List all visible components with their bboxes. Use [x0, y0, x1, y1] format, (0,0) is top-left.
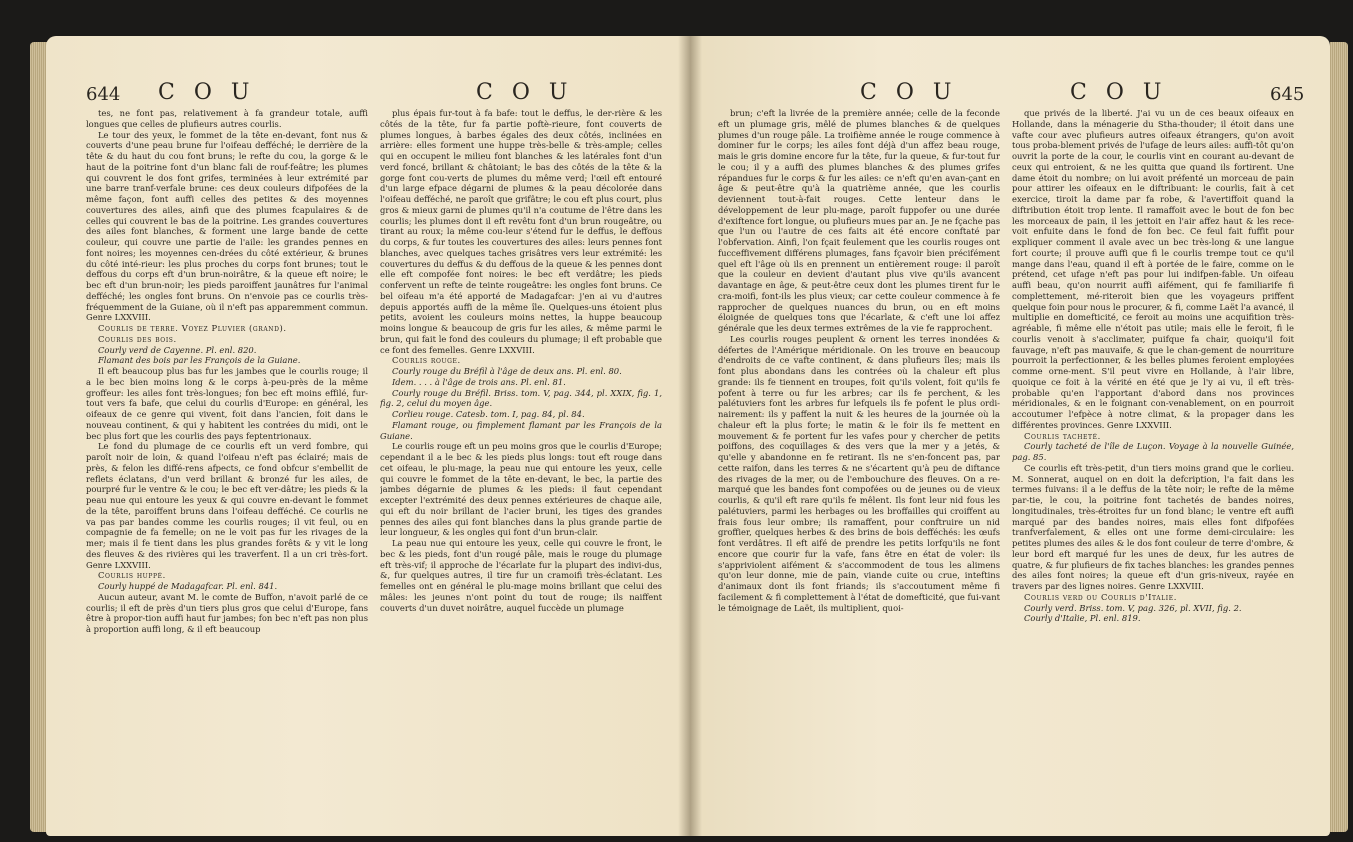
right-running-head	[690, 80, 1330, 106]
page-number: 644	[86, 84, 121, 105]
paragraph: tes, ne font pas, relativement à fa grandeur totale, auffi longues que celles de plufieurs autres courlis.	[86, 108, 368, 129]
entry-heading: Courlis des bois.	[98, 333, 177, 344]
entry-heading: Courlis huppé.	[98, 570, 166, 581]
citation-line: Courly tacheté de l'île de Luçon. Voyage à la nouvelle Guinée, pag. 85.	[1012, 441, 1294, 462]
paragraph: Le fond du plumage de ce courlis eft un verd fombre, qui paroît noir de loin, & quand l'oifeau n'eft pas éclairé; mais de près, & felon les diffé-rens afpects, ce fond obfcur s'embellit de reflets éclatans, d'un verd brillant & bronzé fur les ailes, de pourpré fur le ventre & le cou; le bec eft ver-dâtre; les pieds & la peau nue qui entoure les yeux & qui couvre en-devant le fommet de la tête, paroiffent bruns dans l'oifeau defféché. Ce courlis ne va pas par bandes comme les courlis rouges; il vit feul, ou en compagnie de fa femelle; on ne le voit pas fur les rivages de la mer; mais il fe tient dans les plus grandes forêts & y vit le long des fleuves & des rivières qui les traverfent. Il a un cri très-fort. Genre LXXVIII.	[86, 441, 368, 570]
citation-line: Courly d'Italie, Pl. enl. 819.	[1024, 613, 1141, 624]
paragraph: que privés de la liberté. J'ai vu un de ces beaux oifeaux en Hollande, dans la ménagerie du Stha-thouder; il étoit dans une vafte cour avec plufieurs autres oifeaux étrangers, qu'on avoit tous proba-blement privés de l'ufage de leurs ailes: auffi-tôt qu'on ouvrit la porte de la cour, le courlis vint en courant au-devant de ceux qui entroient, & ne les quitta que quand ils fortirent. Une dame étoit du nombre; on lui avoit préfenté un morceau de pain pour attirer les oifeaux en le diftribuant: le courlis, fait à cet exercice, tiroit la dame par fa robe, & l'avertiffoit quand la diftribution étoit trop lente. Il ramaffoit avec le bout de fon bec les morceaux de pain, il les jettoit en l'air affez haut & les rece-voit enfuite dans le fond de fon bec. Ce feul fait fuffit pour expliquer comment il avale avec un bec très-long & une langue fort courte; il prouve auffi que fi le courlis trempe tout ce qu'il mange dans l'eau, quand il eft à portée de le faire, comme on le prétend, cet ufage n'eft pas pour lui indifpen-fable. Un oifeau auffi beau, qu'on nourrit auffi aifément, qui fe familiarife fi complettement, mé-riteroit bien que les voyageurs priffent quelque foin pour nous le procurer, & fi, comme Laët l'a avancé, il multiplie en domefticité, ce feroit au moins une acquifition très-agréable, fi même elle n'étoit pas utile; mais elle le feroit, fi le courlis venoit à s'acclimater, puifque fa chair, quoiqu'il foit fauvage, n'eft pas mauvaife, & que le chan-gement de nourriture pourroit la perfectionner, & les belles plumes feroient employées comme orne-ment. S'il peut vivre en Hollande, à l'air libre, quoique ce foit à la vérité en été que je l'y ai vu, il eft très-probable qu'en l'apportant d'abord dans nos provinces méridionales, & en le foignant con-venablement, on en pourroit accoutumer l'efpèce à notre climat, & la propager dans les différentes provinces. Genre LXXVIII.	[1012, 108, 1294, 430]
paragraph: Le tour des yeux, le fommet de la tête en-devant, font nus & couverts d'une peau brune fur l'oifeau defféché; le derrière de la tête & du haut du cou font bruns; le refte du cou, la gorge & le haut de la poitrine font d'un blanc fali de rouf-feâtre; les plumes qui couvrent le dos font grifes, terminées à leur extrémité par une barre tranf-verfale brune: ces deux couleurs difpofées de la même façon, font auffi celles des petites & des moyennes couvertures des ailes, ainfi que des plumes fcapulaires & de celles qui couvrent le bas de la poitrine. Les grandes couvertures des ailes font blanches, & forment une large bande de cette couleur, qui couvre une partie de l'aile: les grandes pennes en font noires; les moyennes cen-drées du côté extérieur, & brunes du côté inté-rieur: les plus proches du corps font brunes; tout le deffous du corps eft d'un brun-noirâtre, & la queue eft noire; le bec eft d'un brun-noir; les pieds paroiffent jaunâtres fur l'animal defféché; les ongles font bruns. On n'envoie pas ce courlis très-fréquemment de la Guiane, où il n'eft pas apparemment commun. Genre LXXVIII.	[86, 129, 368, 323]
text-column	[718, 108, 1000, 828]
paragraph: plus épais fur-tout à fa bafe: tout le deffus, le der-rière & les côtés de la tête, fur fa partie poftè-rieure, font couverts de plumes longues, à barbes égales des deux côtés, inclinées en arrière: elles forment une huppe très-belle & très-ample; celles qui en occupent le milieu font blanches & les latérales font d'un verd foncé, brillant & châtoiant; le bas des côtés de la tête & la gorge font cou-verts de plumes du même verd; l'œil eft entouré d'un large efpace dégarni de plumes & la peau décolorée dans l'oifeau defféché, ne paroît que grifâtre; le cou eft plus court, plus gros & mieux garni de plumes qu'il n'a coutume de l'être dans les courlis; les plumes dont il eft revêtu font d'un brun rougeâtre, ou tirant au roux; la même cou-leur s'étend fur le deffus, le deffous du corps, & fur toutes les couvertures des ailes: leurs pennes font blanches, avec quelques taches grisâtres vers leur extrémité: les couvertures du deffus & du deffous de la queue & les pennes dont elle eft compofée font noires: le bec eft verdâtre; les pieds confervent un refte de teinte rougeâtre: les ongles font bruns. Ce bel oifeau m'a été apporté de Madagafcar: j'en ai vu d'autres depuis apportés auffi de la même île. Quelques-uns étoient plus petits, avoient les couleurs moins nettes, la huppe beaucoup moins longue & beaucoup de gris fur les ailes, & même parmi le brun, qui fait le fond des couleurs du plumage; il eft probable que ce font des femelles. Genre LXXVIII.	[380, 108, 662, 355]
running-head-word: C O U	[476, 80, 574, 105]
running-head-word: C O U	[860, 80, 958, 105]
entry-heading: Courlis rouge.	[392, 355, 461, 366]
left-page	[46, 36, 690, 836]
running-head-word: C O U	[1070, 80, 1168, 105]
citation-line: Courly verd. Briss. tom. V, pag. 326, pl. XVII, fig. 2.	[1024, 602, 1242, 613]
running-head-word: C O U	[158, 80, 256, 105]
citation-line: Idem. . . . à l'âge de trois ans. Pl. enl. 81.	[392, 376, 566, 387]
citation-line: Flamant des bois par les François de la Guiane.	[98, 355, 301, 366]
paragraph: Le courlis rouge eft un peu moins gros que le courlis d'Europe; cependant il a le bec & les pieds plus longs: tout eft rouge dans cet oifeau, le plu-mage, la peau nue qui entoure les yeux, celle qui couvre le fommet de la tête en-devant, le bec, la partie des jambes dégarnie de plumes & les pieds: il faut cependant excepter l'extrémité des deux pennes extérieures de chaque aile, qui eft du noir brillant de l'acier bruni, les tiges des grandes pennes des ailes qui font blanches dans la plus grande partie de leur longueur, & les ongles qui font d'un brun-clair.	[380, 441, 662, 538]
paragraph: Il eft beaucoup plus bas fur les jambes que le courlis rouge; il a le bec bien moins long & le corps à-peu-près de la même groffeur: les ailes font très-longues; fon bec eft moins effilé, fur-tout vers fa bafe, que celui du courlis d'Europe: en général, les oifeaux de ce genre qui vivent, foit dans l'ancien, foit dans le nouveau continent, & qui y habitent les contrées du midi, ont le bec plus fort que les courlis des pays feptentrionaux.	[86, 366, 368, 441]
entry-heading: Courlis tacheté.	[1024, 430, 1101, 441]
text-column	[1012, 108, 1294, 828]
entry-heading: Courlis de terre. Voyez Pluvier (grand).	[98, 323, 287, 333]
book-gutter	[678, 36, 702, 836]
right-page	[690, 36, 1330, 836]
citation-line: Flamant rouge, ou fimplement flamant par les François de la Guiane.	[380, 419, 662, 441]
paragraph: Les courlis rouges peuplent & ornent les terres inondées & défertes de l'Amérique méridionale. On les trouve en beaucoup d'endroits de ce vafte continent, & dans plufieurs îles; mais ils font plus abondans dans les contrées où la chaleur eft plus grande: ils fe tiennent en troupes, foit qu'ils volent, foit qu'ils fe pofent à terre ou fur les arbres; car ils fe perchent, & les palétuviers font les arbres fur lefquels ils fe pofent le plus ordi-nairement: ils y paffent la nuit & les heures de la journée où la chaleur eft la plus forte; le matin & le foir ils fe mettent en mouvement & fe portent fur les vafes pour y chercher de petits poiffons, des coquillages & des vers que la mer y a jetés, & qu'elle y abandonne en fe retirant. Ils ne s'en-foncent pas, par cette raifon, dans les terres & ne s'écartent qu'à peu de diftance des rivages de la mer, ou de l'embouchure des fleuves. On a re-marqué que les bandes font compofées ou de jeunes ou de vieux courlis, & qu'il eft rare qu'ils fe mêlent. Ils font leur nid fous les palétuviers, parmi les herbages ou les broffailles qui croiffent au frais fous leur ombre; ils ramaffent, pour conftruire un nid groffier, quelques herbes & des brins de bois defféchés: les œufs font verdâtres. Il eft aifé de prendre les petits lorfqu'ils ne font encore que courir fur la vafe, fans être en état de voler: ils s'appriviolent aifément & s'accommodent de tous les alimens qu'on leur donne, mie de pain, viande cuite ou crue, inteftins d'animaux dont ils font friands; ils s'accoutument même fi facilement & fi complettement à l'état de domefticité, que fui-vant le témoignage de Laët, ils multiplient, quoi-	[718, 333, 1000, 613]
book-spread	[30, 28, 1348, 840]
page-number: 645	[1270, 84, 1305, 105]
citation-line: Courly verd de Cayenne. Pl. enl. 820.	[98, 344, 257, 355]
paragraph: Aucun auteur, avant M. le comte de Buffon, n'avoit parlé de ce courlis; il eft de près d'un tiers plus gros que celui d'Europe, fans être à propor-tion auffi haut fur jambes; fon bec n'eft pas non plus à proportion auffi long, & il eft beaucoup	[86, 591, 368, 634]
text-column	[86, 108, 368, 828]
page-edges-right	[1330, 42, 1348, 832]
left-running-head	[46, 80, 690, 106]
entry-heading: Courlis verd ou Courlis d'Italie.	[1024, 591, 1178, 602]
paragraph: La peau nue qui entoure les yeux, celle qui couvre le front, le bec & les pieds, font d'un rougé pâle, mais le rouge du plumage eft très-vif; il approche de l'écarlate fur la plupart des indivi-dus, &, fur quelques autres, il tire fur un cramoifi très-éclatant. Les femelles ont en général le plu-mage moins brillant que celui des mâles: les jeunes n'ont point du tout de rouge; ils naiffent couverts d'un duvet noirâtre, auquel fuccède un plumage	[380, 538, 662, 613]
paragraph: brun; c'eft la livrée de la première année; celle de la feconde eft un plumage gris, mêlé de plumes blanches & de quelques plumes d'un rouge pâle. La troifième année le rouge commence à dominer fur le corps; les ailes font déjà d'un affez beau rouge, mais le gris domine encore fur la tête, fur la queue, & fur-tout fur le cou; il y a auffi des plumes blanches & des plumes grifes répandues fur le corps & fur les ailes: ce n'eft qu'en avan-çant en âge & peut-être qu'à la quatrième année, que les courlis deviennent tout-à-fait rouges. Cette lenteur dans le développement de leur plu-mage, paroît fuppofer ou une durée d'exiftence fort longue, ou plufieurs mues par an. Je ne fçache pas que l'un ou l'autre de ces faits ait été encore conftaté par l'obfervation. Ainfi, l'on fçait feulement que les courlis rouges ont fucceffivement différens plumages, fans fçavoir bien précifément quel eft l'âge où ils en prennent un entièrement rouge: il paroît que la couleur en devient d'autant plus vive qu'ils avancent davantage en âge, & peut-être ceux dont les plumes tirent fur le cra-moifi, font-ils les plus vieux; car cette couleur commence à fe rapprocher de quelques nuances du brun, ou en eft moins éloignée de quelques tons que l'écarlate, & c'eft une loi affez générale que les deux termes extrêmes de la vie fe rapprochent.	[718, 108, 1000, 333]
citation-line: Courly rouge du Bréfil à l'âge de deux ans. Pl. enl. 80.	[392, 366, 622, 376]
citation-line: Courly huppé de Madagafcar. Pl. enl. 841.	[98, 581, 278, 591]
text-column	[380, 108, 662, 828]
paragraph: Ce courlis eft très-petit, d'un tiers moins grand que le corlieu. M. Sonnerat, auquel on en doit la defcription, l'a fait dans les termes fuivans: il a le deffus de la tête noir; le refte de la même par-tie, le cou, la poitrine font tachetés de bandes noires, longitudinales, très-étroites fur un fond blanc; le ventre eft auffi marqué par des bandes noires, mais elles font difpofées tranfverfalement, & elles ont une forme demi-circulaire: les petites plumes des ailes & le dos font couleur de terre d'ombre, & leur bord eft marqué fur les unes de deux, fur les autres de quatre, & fur plufieurs de fix taches blanches: les grandes pennes des ailes font noires; la queue eft d'un gris-niveux, rayée en travers par des lignes noires. Genre LXXVIII.	[1012, 462, 1294, 591]
citation-line: Courly rouge du Bréfil. Briss. tom. V, pag. 344, pl. XXIX, fig. 1, fig. 2, celui du moyen âge.	[380, 387, 662, 409]
citation-line: Corlieu rouge. Catesb. tom. I, pag. 84, pl. 84.	[392, 409, 585, 419]
